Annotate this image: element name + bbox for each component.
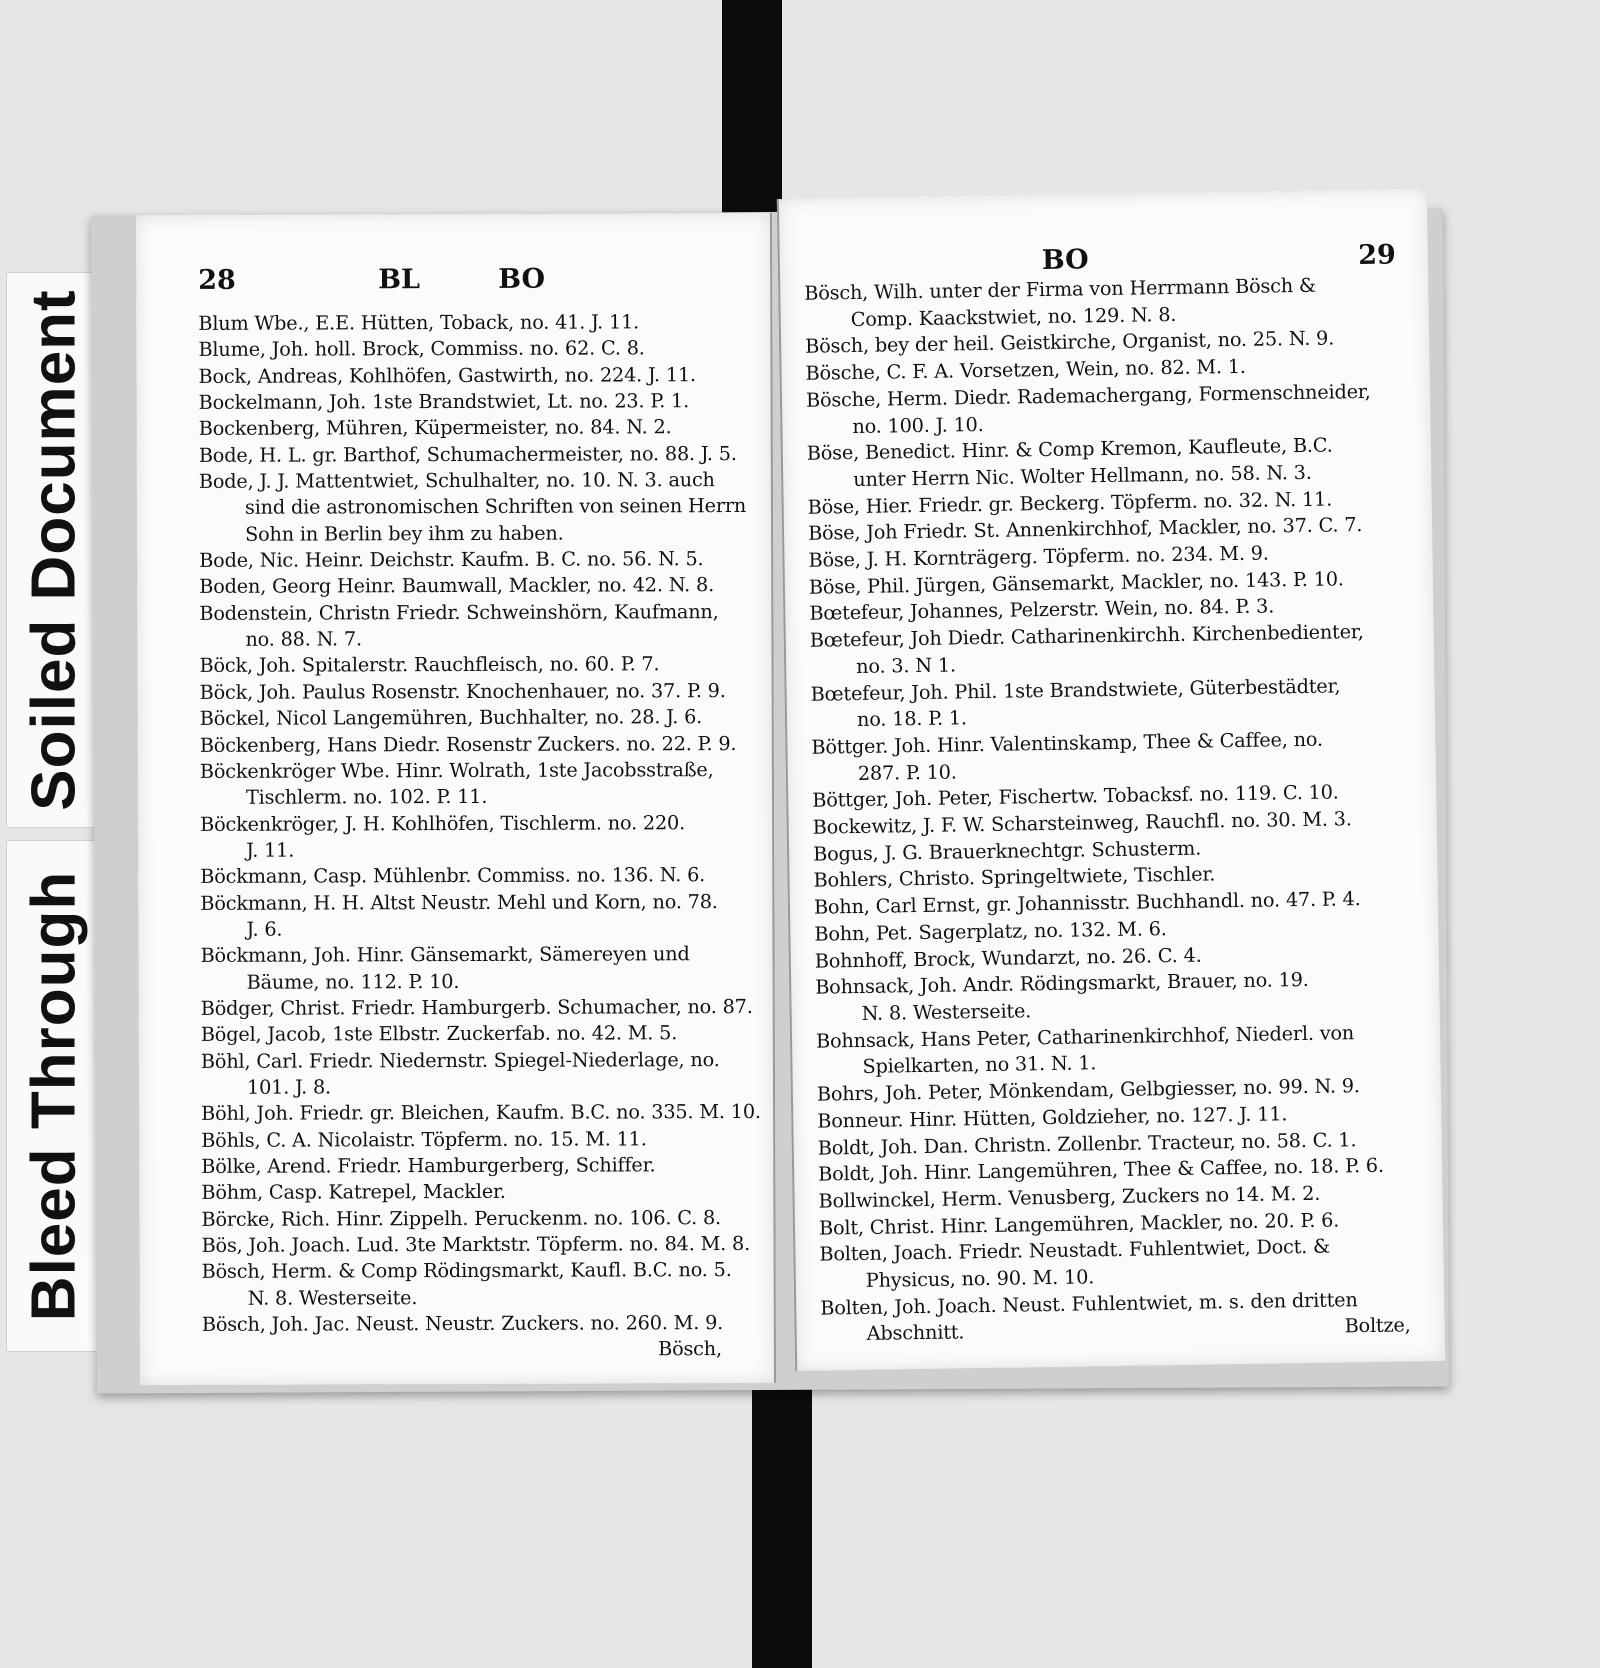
directory-entry	[200, 678, 748, 706]
entry-continuation: Tischlerm. no. 102. P. 11.	[245, 785, 488, 809]
entry-line: Bollwinckel, Herm. Venusberg, Zuckers no 14. M. 2.	[818, 1181, 1321, 1213]
catchword: Boltze,	[1344, 1313, 1411, 1338]
entry-line: Boldt, Joh. Hinr. Langemühren, Thee & Caffee, no. 18. P. 6.	[817, 1153, 1385, 1186]
entry-line: Blum Wbe., E.E. Hütten, Toback, no. 41. J. 11.	[198, 310, 640, 335]
right-page-number: 29	[1357, 239, 1397, 272]
directory-entry	[199, 441, 747, 469]
entry-line: Boden, Georg Heinr. Baumwall, Mackler, no. 42. N. 8.	[199, 573, 715, 599]
directory-entry	[804, 271, 1399, 334]
entry-line: Böckenberg, Hans Diedr. Rosenstr Zuckers. no. 22. P. 9.	[199, 731, 737, 757]
entry-line: Böckenkröger Wbe. Hinr. Wolrath, 1ste Jacobsstraße,	[199, 757, 714, 783]
entry-continuation: J. 11.	[246, 838, 295, 862]
entry-line: Böhl, Joh. Friedr. gr. Bleichen, Kaufm. B.C. no. 335. M. 10.	[201, 1100, 761, 1126]
directory-entry	[201, 1152, 749, 1180]
entry-line: Bolten, Joach. Friedr. Neustadt. Fuhlentwiet, Doct. &	[819, 1234, 1331, 1266]
directory-entry	[199, 599, 747, 654]
entry-line: Böckmann, H. H. Altst Neustr. Mehl und Korn, no. 78.	[200, 889, 718, 915]
entry-line: Böckel, Nicol Langemühren, Buchhalter, no. 28. J. 6.	[199, 705, 703, 731]
directory-entry	[811, 725, 1406, 788]
directory-entry	[200, 862, 748, 890]
entry-line: Bödger, Christ. Friedr. Hamburgerb. Schumacher, no. 87.	[200, 994, 753, 1020]
entry-continuation: Sohn in Berlin bey ihm zu haben.	[245, 521, 564, 546]
entry-line: Bode, H. L. gr. Barthof, Schumachermeister, no. 88. J. 5.	[198, 441, 737, 467]
directory-entry	[199, 651, 747, 679]
entry-line: Bœtefeur, Joh Diedr. Catharinenkirchh. Kirchenbedienter,	[809, 620, 1364, 652]
entry-line: Bölke, Arend. Friedr. Hamburgerberg, Schiffer.	[201, 1153, 656, 1178]
entry-continuation: Abschnitt.	[866, 1320, 965, 1346]
ribbon-top	[722, 0, 782, 232]
left-page-header	[136, 263, 770, 305]
directory-entry	[201, 1205, 749, 1233]
soiled-label-text: Soiled Document	[19, 289, 89, 811]
ribbon-bottom	[752, 1362, 812, 1668]
directory-entry	[816, 1019, 1411, 1082]
directory-entry	[198, 362, 746, 390]
directory-entry	[200, 730, 748, 758]
entry-line: Böse, Hier. Friedr. gr. Beckerg. Töpferm. no. 32. N. 11.	[807, 487, 1333, 519]
entry-line: Böse, Phil. Jürgen, Gänsemarkt, Mackler, no. 143. P. 10.	[808, 567, 1344, 599]
entry-continuation: N. 8. Westerseite.	[861, 999, 1032, 1025]
directory-entry	[198, 335, 746, 363]
entry-line: Böck, Joh. Paulus Rosenstr. Knochenhauer, no. 37. P. 9.	[199, 678, 726, 704]
entry-line: Blume, Joh. holl. Brock, Commiss. no. 62. C. 8.	[198, 336, 645, 362]
directory-entry	[806, 378, 1401, 441]
entry-line: Boldt, Joh. Dan. Christn. Zollenbr. Tracteur, no. 58. C. 1.	[817, 1127, 1357, 1160]
directory-entry	[202, 1257, 750, 1312]
catchword: Bösch,	[658, 1337, 722, 1361]
entry-line: Böckmann, Casp. Mühlenbr. Commiss. no. 136. N. 6.	[200, 863, 706, 889]
directory-entry	[815, 966, 1410, 1029]
right-section-bo: BO	[1041, 244, 1089, 277]
directory-entry	[201, 1047, 749, 1102]
entry-line: Bohnsack, Joh. Andr. Rödingsmarkt, Brauer, no. 19.	[815, 968, 1309, 999]
directory-entry	[199, 467, 747, 548]
entry-line: Bösch, Joh. Jac. Neust. Neustr. Zuckers. no. 260. M. 9.	[201, 1311, 724, 1336]
entry-line: Bockewitz, J. F. W. Scharsteinweg, Rauchfl. no. 30. M. 3.	[812, 807, 1352, 839]
entry-line: Bohn, Pet. Sagerplatz, no. 132. M. 6.	[814, 917, 1167, 946]
right-page	[777, 189, 1445, 1371]
entry-line: Böckmann, Joh. Hinr. Gänsemarkt, Sämereyen und	[200, 942, 690, 968]
entry-line: Bohlers, Christo. Springeltwiete, Tischler.	[813, 862, 1216, 893]
entry-continuation: Comp. Kaackstwiet, no. 129. N. 8.	[850, 302, 1177, 331]
directory-entry	[201, 941, 749, 996]
entry-line: Böttger, Joh. Peter, Fischertw. Tobacksf. no. 119. C. 10.	[812, 780, 1339, 813]
entry-line: Bode, Nic. Heinr. Deichstr. Kaufm. B. C. no. 56. N. 5.	[199, 547, 704, 572]
entry-continuation: N. 8. Westerseite.	[247, 1285, 418, 1310]
entry-line: Bodenstein, Christn Friedr. Schweinshörn, Kaufmann,	[199, 599, 719, 625]
entry-line: Bösche, C. F. A. Vorsetzen, Wein, no. 82. M. 1.	[805, 354, 1246, 385]
entry-continuation: no. 18. P. 1.	[856, 706, 968, 732]
entry-line: Böhls, C. A. Nicolaistr. Töpferm. no. 15. M. 11.	[201, 1126, 647, 1152]
entry-line: Böse, Joh Friedr. St. Annenkirchhof, Mackler, no. 37. C. 7.	[807, 513, 1363, 546]
bleed-label-text: Bleed Through	[19, 870, 89, 1322]
entry-line: Böse, Benedict. Hinr. & Comp Kremon, Kaufleute, B.C.	[806, 433, 1333, 465]
directory-entry	[200, 994, 753, 1022]
directory-entry	[199, 414, 747, 442]
entry-continuation: Spielkarten, no 31. N. 1.	[862, 1051, 1097, 1079]
entry-line: Bonneur. Hinr. Hütten, Goldzieher, no. 127. J. 11.	[817, 1102, 1288, 1133]
directory-entry	[200, 889, 748, 944]
entry-line: Bockelmann, Joh. 1ste Brandstwiet, Lt. no. 23. P. 1.	[198, 389, 690, 414]
entry-continuation: 287. P. 10.	[857, 760, 957, 785]
directory-entry	[819, 1233, 1414, 1296]
entry-line: Böckenkröger, J. H. Kohlhöfen, Tischlerm. no. 220.	[200, 810, 686, 836]
entry-line: Bösch, Wilh. unter der Firma von Herrmann Bösch &	[804, 273, 1317, 305]
left-page	[136, 213, 776, 1385]
entry-line: Bohn, Carl Ernst, gr. Johannisstr. Buchhandl. no. 47. P. 4.	[813, 887, 1361, 919]
directory-entry	[198, 309, 746, 337]
entry-continuation: no. 100. J. 10.	[852, 412, 984, 438]
directory-entry	[807, 432, 1402, 495]
entry-line: Bockenberg, Mühren, Küpermeister, no. 84. N. 2.	[198, 415, 672, 441]
entry-continuation: Physicus, no. 90. M. 10.	[865, 1265, 1095, 1292]
entry-line: Böttger. Joh. Hinr. Valentinskamp, Thee & Caffee, no.	[811, 727, 1324, 759]
left-entry-list	[198, 309, 761, 1365]
entry-line: Bohnsack, Hans Peter, Catharinenkirchhof, Niederl. von	[815, 1020, 1355, 1053]
left-page-number: 28	[198, 264, 236, 296]
entry-line: Böhl, Carl. Friedr. Niedernstr. Spiegel-Niederlage, no.	[200, 1047, 720, 1073]
directory-entry	[199, 388, 747, 416]
directory-entry	[810, 672, 1405, 735]
directory-entry	[199, 572, 747, 600]
directory-entry	[201, 1126, 749, 1154]
right-entry-list	[804, 271, 1415, 1348]
directory-entry	[202, 1310, 750, 1338]
entry-line: Bögel, Jacob, 1ste Elbstr. Zuckerfab. no. 42. M. 5.	[200, 1021, 678, 1047]
entry-continuation: no. 3. N 1.	[856, 653, 957, 678]
entry-line: Bogus, J. G. Brauerknechtgr. Schusterm.	[812, 836, 1202, 866]
entry-line: Bock, Andreas, Kohlhöfen, Gastwirth, no. 224. J. 11.	[198, 362, 696, 388]
entry-line: Bolt, Christ. Hinr. Langemühren, Mackler, no. 20. P. 6.	[818, 1208, 1340, 1240]
bleed-through-label	[6, 840, 102, 1352]
entry-line: Böse, J. H. Kornträgerg. Töpferm. no. 234. M. 9.	[808, 541, 1269, 572]
directory-entry	[201, 1178, 749, 1206]
entry-line: Bode, J. J. Mattentwiet, Schulhalter, no. 10. N. 3. auch	[198, 468, 715, 493]
directory-entry	[201, 1020, 749, 1048]
directory-entry	[810, 619, 1405, 682]
left-section-bo: BO	[498, 263, 546, 295]
entry-line: Bohnhoff, Brock, Wundarzt, no. 26. C. 4.	[814, 943, 1202, 973]
entry-line: Böhm, Casp. Katrepel, Mackler.	[201, 1180, 506, 1205]
directory-entry	[201, 1099, 761, 1127]
entry-line: Bös, Joh. Joach. Lud. 3te Marktstr. Töpferm. no. 84. M. 8.	[201, 1232, 751, 1257]
entry-line: Bösch, Herm. & Comp Rödingsmarkt, Kaufl. B.C. no. 5.	[201, 1258, 732, 1284]
entry-line: Börcke, Rich. Hinr. Zippelh. Peruckenm. no. 106. C. 8.	[201, 1205, 722, 1231]
directory-entry	[200, 757, 748, 812]
entry-continuation: 101. J. 8.	[246, 1075, 331, 1099]
entry-line: Bœtefeur, Johannes, Pelzerstr. Wein, no. 84. P. 3.	[809, 594, 1275, 626]
entry-line: Bohrs, Joh. Peter, Mönkendam, Gelbgiesser, no. 99. N. 9.	[816, 1074, 1360, 1106]
entry-line: Böck, Joh. Spitalerstr. Rauchfleisch, no. 60. P. 7.	[199, 652, 660, 678]
directory-entry	[202, 1231, 750, 1259]
directory-entry	[199, 546, 747, 574]
entry-line: Bolten, Joh. Joach. Neust. Fuhlentwiet, m. s. den dritten	[820, 1287, 1358, 1320]
entry-continuation: unter Herrn Nic. Wolter Hellmann, no. 58. N. 3.	[853, 460, 1312, 491]
entry-line: Bösche, Herm. Diedr. Rademachergang, Formenschneider,	[805, 379, 1371, 412]
soiled-document-label	[6, 272, 102, 828]
entry-continuation: J. 6.	[246, 917, 283, 941]
entry-continuation: no. 88. N. 7.	[245, 627, 362, 651]
entry-continuation: sind die astronomischen Schriften von seinen Herrn	[244, 494, 747, 520]
directory-entry	[200, 704, 748, 732]
entry-line: Bösch, bey der heil. Geistkirche, Organist, no. 25. N. 9.	[804, 326, 1335, 359]
entry-continuation: Bäume, no. 112. P. 10.	[246, 969, 460, 994]
directory-entry	[200, 810, 748, 865]
left-section-bl: BL	[378, 264, 421, 296]
entry-line: Bœtefeur, Joh. Phil. 1ste Brandstwiete, Güterbestädter,	[810, 673, 1341, 706]
